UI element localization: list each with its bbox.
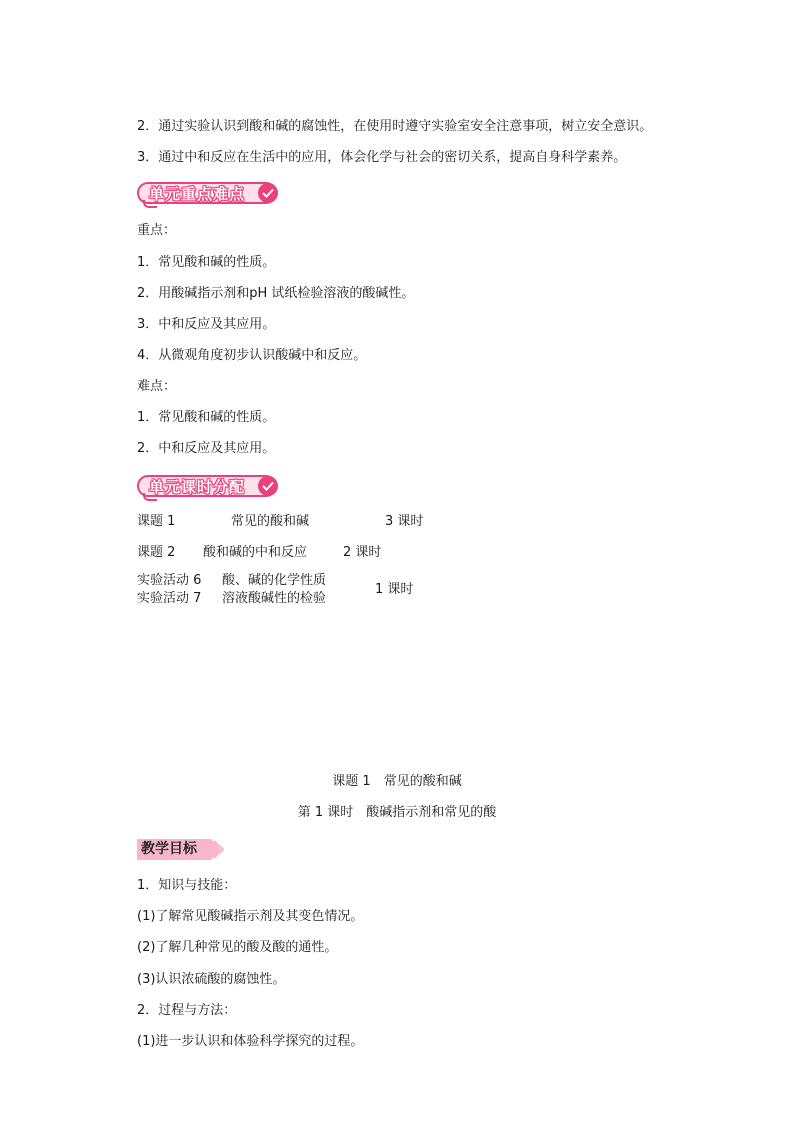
schedule-hours-2: 2 课时	[343, 545, 382, 560]
schedule-name-2: 酸和碱的中和反应	[203, 545, 308, 560]
goal-line-3: (2)了解几种常见的酸及酸的通性。	[137, 940, 338, 955]
key-item-1: 1．常见酸和碱的性质。	[137, 255, 276, 270]
check-icon	[258, 476, 278, 496]
schedule-activity-hours: 1 课时	[375, 582, 414, 597]
difficult-label: 难点：	[137, 379, 177, 394]
key-item-4: 4．从微观角度初步认识酸碱中和反应。	[137, 348, 367, 363]
goals-badge	[137, 839, 225, 860]
schedule-activity-topic-6: 实验活动 6	[137, 573, 202, 588]
key-label: 重点：	[137, 223, 177, 238]
badge-tail-decoration	[143, 493, 157, 501]
key-points-badge-label: 单元重点难点	[149, 184, 246, 203]
schedule-activity-topic-7: 实验活动 7	[137, 591, 202, 606]
check-icon	[258, 183, 278, 203]
goal-line-5: 2．过程与方法：	[137, 1003, 237, 1018]
schedule-badge-label: 单元课时分配	[149, 477, 246, 496]
lesson-title: 课题 1 常见的酸和碱	[332, 774, 462, 789]
lesson-subtitle: 第 1 课时 酸碱指示剂和常见的酸	[297, 805, 497, 820]
goal-line-2: (1)了解常见酸碱指示剂及其变色情况。	[137, 909, 364, 924]
schedule-badge	[137, 475, 277, 497]
schedule-topic-2: 课题 2	[137, 545, 176, 560]
schedule-activity-name-6: 酸、碱的化学性质	[222, 573, 327, 588]
schedule-activity-name-7: 溶液酸碱性的检验	[222, 591, 327, 606]
difficult-item-2: 2．中和反应及其应用。	[137, 441, 276, 456]
goals-badge-label: 教学目标	[141, 841, 197, 857]
badge-tail-decoration	[143, 200, 157, 208]
goal-line-4: (3)认识浓硫酸的腐蚀性。	[137, 972, 286, 987]
key-points-badge	[137, 182, 277, 204]
difficult-item-1: 1．常见酸和碱的性质。	[137, 410, 276, 425]
goal-line-1: 1．知识与技能：	[137, 878, 237, 893]
key-item-2: 2．用酸碱指示剂和pH 试纸检验溶液的酸碱性。	[137, 286, 415, 301]
key-item-3: 3．中和反应及其应用。	[137, 317, 276, 332]
schedule-name-1: 常见的酸和碱	[231, 514, 310, 529]
schedule-hours-1: 3 课时	[385, 514, 424, 529]
intro-line-3: 3．通过中和反应在生活中的应用，体会化学与社会的密切关系，提高自身科学素养。	[137, 150, 627, 165]
schedule-topic-1: 课题 1	[137, 514, 176, 529]
goal-line-6: (1)进一步认识和体验科学探究的过程。	[137, 1034, 364, 1049]
intro-line-2: 2．通过实验认识到酸和碱的腐蚀性，在使用时遵守实验室安全注意事项，树立安全意识。	[137, 119, 653, 134]
